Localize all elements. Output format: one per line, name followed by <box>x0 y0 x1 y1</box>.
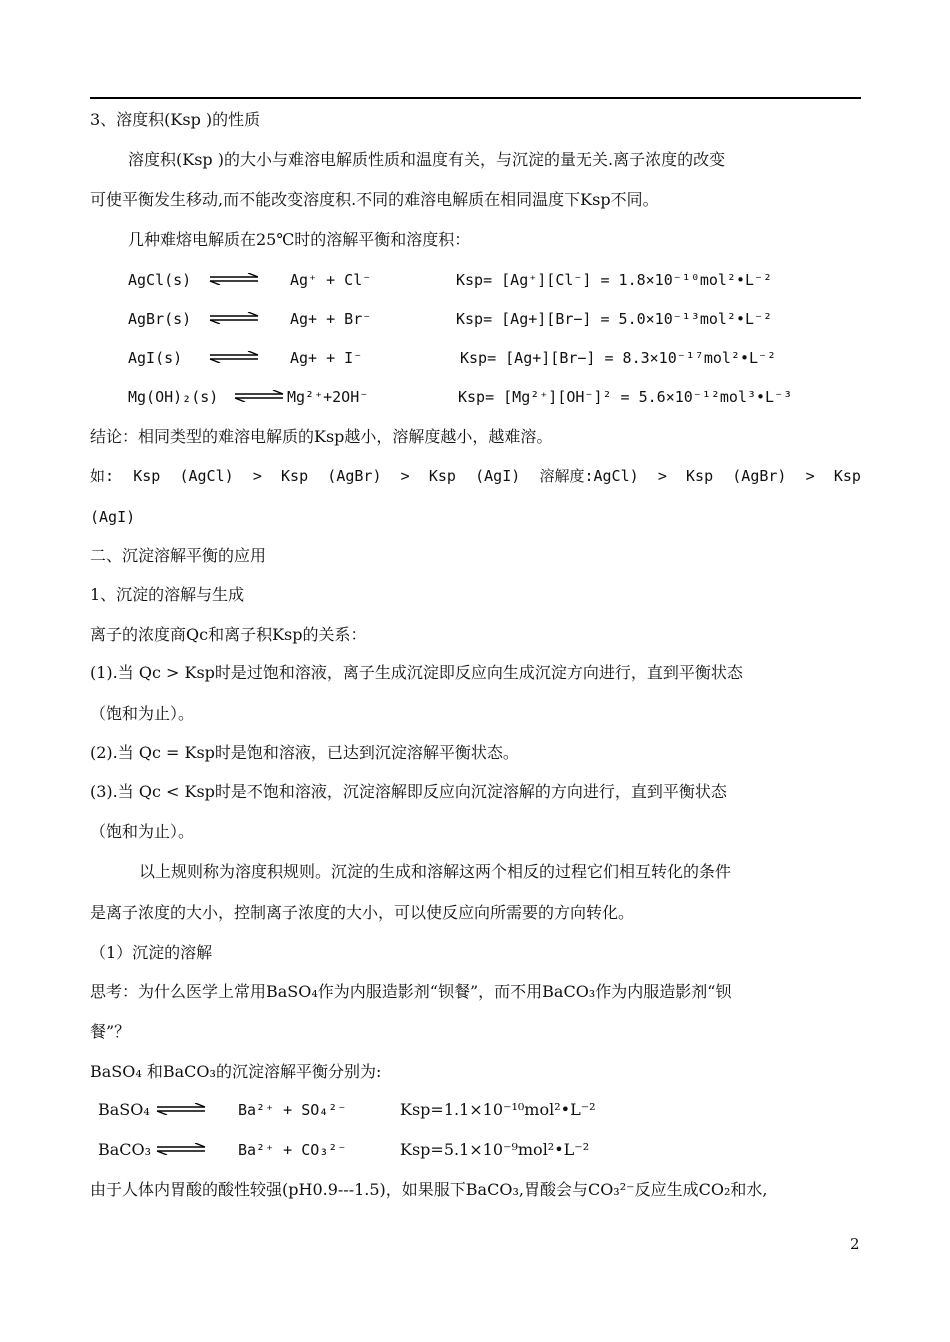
example-part: Ksp <box>428 467 456 485</box>
example-part: (AgBr) <box>732 467 787 485</box>
example-part: Ksp <box>281 467 309 485</box>
para2-line1: 以上规则称为溶度积规则。沉淀的生成和溶解这两个相反的过程它们相互转化的条件 <box>139 862 732 881</box>
eq-products-mgoh2: Mg²⁺+2OH⁻ <box>287 388 369 406</box>
equilibrium-arrow-icon <box>208 273 260 285</box>
header-rule <box>90 97 861 99</box>
para1-line2: 可使平衡发生移动,而不能改变溶度积.不同的难溶电解质在相同温度下Ksp不同。 <box>90 190 659 209</box>
equilibrium-arrow-icon <box>233 390 285 402</box>
heading-ksp-properties: 3、溶度积(Ksp )的性质 <box>90 110 261 129</box>
section2-heading: 二、沉淀溶解平衡的应用 <box>90 546 267 565</box>
think-line1: 思考：为什么医学上常用BaSO₄作为内服造影剂“钡餐”，而不用BaCO₃作为内服造影剂“钡 <box>90 982 732 1001</box>
relation-intro: 离子的浓度商Qc和离子积Ksp的关系： <box>90 625 367 644</box>
rule2: (2).当 Qc = Ksp时是饱和溶液，已达到沉淀溶解平衡状态。 <box>90 743 519 762</box>
eq-products-baso4: Ba²⁺ + SO₄²⁻ <box>238 1101 347 1119</box>
eq-ksp-agcl: Ksp= [Ag⁺][Cl⁻] = 1.8×10⁻¹⁰mol²•L⁻² <box>456 271 773 289</box>
example-part: 如: <box>90 467 115 485</box>
example-part: (AgBr) <box>327 467 382 485</box>
equilibrium-arrow-icon <box>155 1103 207 1115</box>
section2-1-heading: 1、沉淀的溶解与生成 <box>90 585 245 604</box>
eq-products-agi: Ag+ + I⁻ <box>290 349 363 367</box>
ba-intro: BaSO₄ 和BaCO₃的沉淀溶解平衡分别为: <box>90 1062 382 1081</box>
eq-products-baco3: Ba²⁺ + CO₃²⁻ <box>238 1141 347 1159</box>
conclusion: 结论：相同类型的难溶电解质的Ksp越小，溶解度越小，越难溶。 <box>90 427 553 446</box>
example-part: > <box>657 467 667 485</box>
example-line1 <box>90 466 861 486</box>
eq-solid-baso4: BaSO₄ <box>98 1100 150 1119</box>
sub1-heading: （1）沉淀的溶解 <box>90 943 213 962</box>
eq-solid-baco3: BaCO₃ <box>98 1140 152 1159</box>
example-part: (AgCl) <box>179 467 234 485</box>
example-part: 溶解度:AgCl) <box>539 467 639 485</box>
example-line2: (AgI) <box>90 508 136 526</box>
example-part: Ksp <box>833 467 861 485</box>
example-part: > <box>252 467 262 485</box>
rule3-line2: （饱和为止）。 <box>90 822 195 841</box>
eq-solid-agi: AgI(s) <box>128 349 183 367</box>
equilibrium-arrow-icon <box>208 351 260 363</box>
table-intro: 几种难熔电解质在25℃时的溶解平衡和溶度积： <box>128 230 471 249</box>
eq-ksp-mgoh2: Ksp= [Mg²⁺][OH⁻]² = 5.6×10⁻¹²mol³•L⁻³ <box>458 388 793 406</box>
last-line: 由于人体内胃酸的酸性较强(pH0.9---1.5)，如果服下BaCO₃,胃酸会与CO₃²⁻反应生成CO₂和水, <box>90 1180 768 1199</box>
example-part: Ksp <box>133 467 161 485</box>
think-line2: 餐”？ <box>90 1022 131 1041</box>
example-part: > <box>400 467 410 485</box>
rule1-line1: (1).当 Qc > Ksp时是过饱和溶液，离子生成沉淀即反应向生成沉淀方向进行，直到平衡状态 <box>90 663 743 682</box>
eq-products-agbr: Ag+ + Br⁻ <box>290 310 372 328</box>
eq-solid-agbr: AgBr(s) <box>128 310 192 328</box>
eq-ksp-agbr: Ksp= [Ag+][Br−] = 5.0×10⁻¹³mol²•L⁻² <box>456 310 773 328</box>
example-part: Ksp <box>686 467 714 485</box>
rule3-line1: (3).当 Qc < Ksp时是不饱和溶液，沉淀溶解即反应向沉淀溶解的方向进行，直到平衡状态 <box>90 782 727 801</box>
eq-ksp-baso4: Ksp=1.1×10⁻¹⁰mol²•L⁻² <box>400 1100 596 1119</box>
eq-ksp-agi: Ksp= [Ag+][Br−] = 8.3×10⁻¹⁷mol²•L⁻² <box>460 349 777 367</box>
page-number: 2 <box>850 1235 860 1253</box>
equilibrium-arrow-icon <box>208 312 260 324</box>
para2-line2: 是离子浓度的大小，控制离子浓度的大小，可以使反应向所需要的方向转化。 <box>90 903 635 922</box>
para1-line1: 溶度积(Ksp )的大小与难溶电解质性质和温度有关，与沉淀的量无关.离子浓度的改变 <box>128 150 726 169</box>
eq-products-agcl: Ag⁺ + Cl⁻ <box>290 271 372 289</box>
rule1-line2: （饱和为止）。 <box>90 704 195 723</box>
eq-solid-agcl: AgCl(s) <box>128 271 192 289</box>
example-part: (AgI) <box>475 467 521 485</box>
example-part: > <box>805 467 815 485</box>
eq-solid-mgoh2: Mg(OH)₂(s) <box>128 388 219 406</box>
equilibrium-arrow-icon <box>155 1143 207 1155</box>
eq-ksp-baco3: Ksp=5.1×10⁻⁹mol²•L⁻² <box>400 1140 590 1159</box>
